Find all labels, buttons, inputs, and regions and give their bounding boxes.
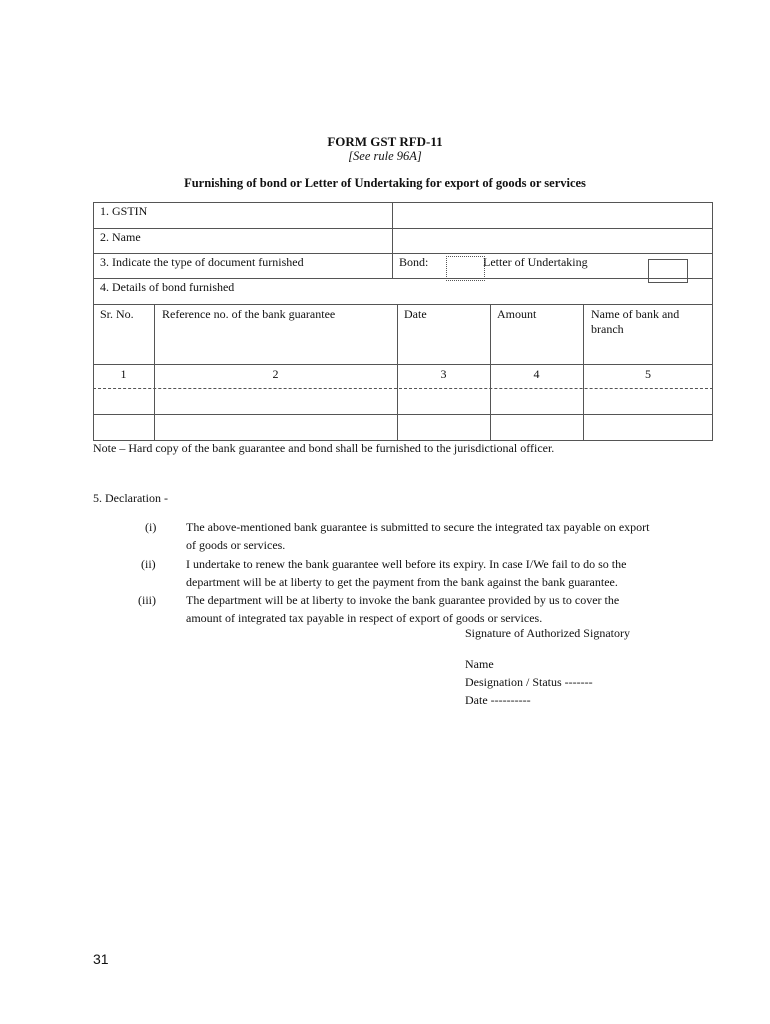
declaration-number-2: (ii) bbox=[141, 557, 156, 571]
form-title: FORM GST RFD-11 bbox=[327, 134, 443, 149]
declaration-3-line-1: The department will be at liberty to invoke the bank guarantee provided by us to cover the bbox=[186, 593, 620, 607]
document-type-label: 3. Indicate the type of document furnished bbox=[100, 255, 304, 269]
name-field[interactable] bbox=[393, 229, 712, 253]
lut-label: Letter of Undertaking bbox=[483, 255, 588, 269]
table-row[interactable] bbox=[94, 415, 712, 440]
header-amount: Amount bbox=[497, 307, 537, 321]
declaration-3-line-2: amount of integrated tax payable in respect of export of goods or services. bbox=[186, 611, 543, 625]
signatory-name: Name bbox=[465, 657, 494, 671]
col-number-2: 2 bbox=[272, 367, 279, 381]
bond-label: Bond: bbox=[399, 255, 429, 269]
form-heading: Furnishing of bond or Letter of Undertaking for export of goods or services bbox=[184, 176, 586, 190]
signature-label: Signature of Authorized Signatory bbox=[465, 626, 630, 640]
header-sr-no: Sr. No. bbox=[100, 307, 134, 321]
bond-checkbox[interactable] bbox=[446, 256, 485, 281]
table-row[interactable] bbox=[94, 389, 712, 414]
header-reference-no: Reference no. of the bank guarantee bbox=[162, 307, 336, 321]
col-number-4: 4 bbox=[533, 367, 540, 381]
bond-details-label: 4. Details of bond furnished bbox=[100, 280, 235, 294]
declaration-number-3: (iii) bbox=[138, 593, 156, 607]
declaration-number-1: (i) bbox=[145, 520, 157, 534]
name-label: 2. Name bbox=[100, 230, 141, 244]
signature-date: Date ---------- bbox=[465, 693, 531, 707]
gstin-field[interactable] bbox=[393, 203, 712, 227]
header-date: Date bbox=[404, 307, 427, 321]
page-number: 31 bbox=[93, 951, 109, 967]
declaration-1-line-1: The above-mentioned bank guarantee is submitted to secure the integrated tax payable on export bbox=[186, 520, 650, 534]
col-number-5: 5 bbox=[645, 367, 651, 381]
note-text: Note – Hard copy of the bank guarantee and bond shall be furnished to the jurisdictional officer. bbox=[93, 441, 555, 455]
declaration-2-line-2: department will be at liberty to get the payment from the bank against the bank guarantee. bbox=[186, 575, 618, 589]
header-bank-name: Name of bank and branch bbox=[591, 307, 680, 336]
signatory-designation: Designation / Status ------- bbox=[465, 675, 593, 689]
declaration-label: 5. Declaration - bbox=[93, 491, 168, 505]
gstin-label: 1. GSTIN bbox=[100, 204, 148, 218]
lut-checkbox[interactable] bbox=[648, 259, 688, 283]
col-number-3: 3 bbox=[440, 367, 447, 381]
rule-reference: [See rule 96A] bbox=[348, 149, 422, 163]
declaration-2-line-1: I undertake to renew the bank guarantee well before its expiry. In case I/We fail to do so the bbox=[186, 557, 627, 571]
col-number-1: 1 bbox=[120, 367, 127, 381]
declaration-1-line-2: of goods or services. bbox=[186, 538, 286, 552]
